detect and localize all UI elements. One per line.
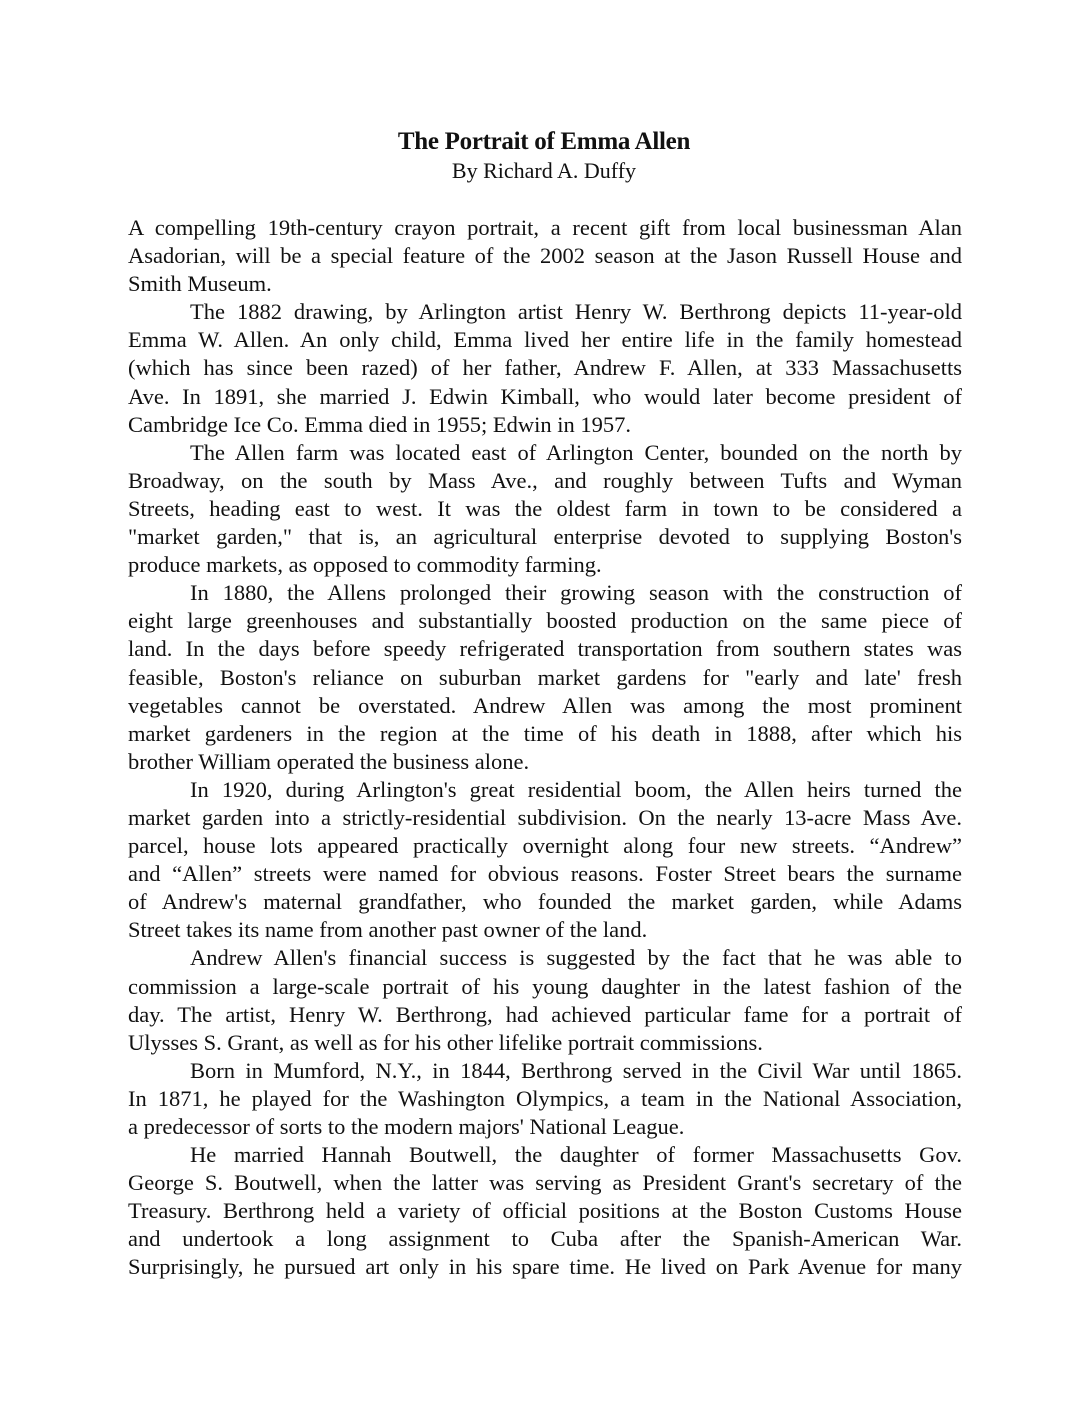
paragraph bbox=[128, 1141, 962, 1281]
paragraph-line: Smith Museum. bbox=[128, 271, 272, 297]
paragraph-line: land. In the days before speedy refrigerated transportation from southern states was bbox=[128, 636, 962, 662]
paragraph-line: In 1880, the Allens prolonged their growing season with the construction of bbox=[190, 580, 962, 606]
paragraph-line: and “Allen” streets were named for obvious reasons. Foster Street bears the surname bbox=[128, 861, 962, 887]
paragraph-line: Streets, heading east to west. It was the oldest farm in town to be considered a bbox=[128, 495, 962, 521]
paragraph-line: In 1871, he played for the Washington Olympics, a team in the National Association, bbox=[128, 1085, 962, 1111]
paragraph-line: vegetables cannot be overstated. Andrew Allen was among the most prominent bbox=[128, 692, 962, 718]
paragraph bbox=[128, 214, 962, 298]
paragraph-line: of Andrew's maternal grandfather, who founded the market garden, while Adams bbox=[128, 889, 962, 915]
paragraph-line: Emma W. Allen. An only child, Emma lived her entire life in the family homestead bbox=[128, 327, 962, 353]
article-body bbox=[128, 214, 962, 1282]
paragraph-line: He married Hannah Boutwell, the daughter of former Massachusetts Gov. bbox=[190, 1142, 962, 1168]
paragraph-line: George S. Boutwell, when the latter was serving as President Grant's secretary of the bbox=[128, 1170, 962, 1196]
paragraph-line: Street takes its name from another past owner of the land. bbox=[128, 917, 648, 943]
paragraph-line: a predecessor of sorts to the modern majors' National League. bbox=[128, 1114, 685, 1139]
paragraph-line: Ulysses S. Grant, as well as for his other lifelike portrait commissions. bbox=[128, 1029, 763, 1055]
paragraph-line: market gardeners in the region at the time of his death in 1888, after which his bbox=[128, 720, 962, 746]
paragraph bbox=[128, 776, 962, 945]
paragraph-line: brother William operated the business alone. bbox=[128, 748, 530, 774]
paragraph-line: Born in Mumford, N.Y., in 1844, Berthrong served in the Civil War until 1865. bbox=[190, 1057, 962, 1083]
paragraph-line: A compelling 19th-century crayon portrait, a recent gift from local businessman Alan bbox=[128, 215, 962, 240]
paragraph-line: day. The artist, Henry W. Berthrong, had achieved particular fame for a portrait of bbox=[128, 1001, 962, 1027]
paragraph bbox=[128, 439, 962, 579]
paragraph bbox=[128, 944, 962, 1056]
paragraph-line: and undertook a long assignment to Cuba after the Spanish-American War. bbox=[128, 1226, 962, 1252]
paragraph-line: Ave. In 1891, she married J. Edwin Kimball, who would later become president of bbox=[128, 383, 962, 409]
paragraph-line: Cambridge Ice Co. Emma died in 1955; Edwin in 1957. bbox=[128, 411, 632, 437]
paragraph bbox=[128, 1057, 962, 1141]
paragraph-line: (which has since been razed) of her father, Andrew F. Allen, at 333 Massachusetts bbox=[128, 355, 962, 381]
paragraph-line: Treasury. Berthrong held a variety of official positions at the Boston Customs House bbox=[128, 1198, 962, 1224]
paragraph bbox=[128, 298, 962, 438]
paragraph-line: eight large greenhouses and substantially boosted production on the same piece of bbox=[128, 608, 962, 634]
paragraph-line: The Allen farm was located east of Arlington Center, bounded on the north by bbox=[190, 439, 962, 465]
paragraph-line: The 1882 drawing, by Arlington artist Henry W. Berthrong depicts 11-year-old bbox=[190, 299, 962, 325]
paragraph-line: market garden into a strictly-residential subdivision. On the nearly 13-acre Mass Ave. bbox=[128, 804, 962, 830]
paragraph-line: "market garden," that is, an agricultural enterprise devoted to supplying Boston's bbox=[128, 524, 962, 550]
article-byline: By Richard A. Duffy bbox=[451, 158, 637, 183]
paragraph-line: Andrew Allen's financial success is suggested by the fact that he was able to bbox=[190, 945, 962, 971]
paragraph-line: produce markets, as opposed to commodity farming. bbox=[128, 552, 602, 578]
paragraph bbox=[128, 579, 962, 776]
article-title: The Portrait of Emma Allen bbox=[397, 128, 691, 155]
paragraph-line: Asadorian, will be a special feature of the 2002 season at the Jason Russell House and bbox=[128, 243, 962, 269]
paragraph-line: feasible, Boston's reliance on suburban market gardens for "early and late' fresh bbox=[128, 664, 962, 690]
paragraph-line: Surprisingly, he pursued art only in his spare time. He lived on Park Avenue for many bbox=[128, 1254, 962, 1280]
paragraph-line: Broadway, on the south by Mass Ave., and roughly between Tufts and Wyman bbox=[128, 467, 962, 493]
paragraph-line: parcel, house lots appeared practically overnight along four new streets. “Andrew” bbox=[128, 833, 962, 859]
paragraph-line: In 1920, during Arlington's great residential boom, the Allen heirs turned the bbox=[190, 776, 962, 802]
paragraph-line: commission a large-scale portrait of his young daughter in the latest fashion of the bbox=[128, 973, 962, 999]
